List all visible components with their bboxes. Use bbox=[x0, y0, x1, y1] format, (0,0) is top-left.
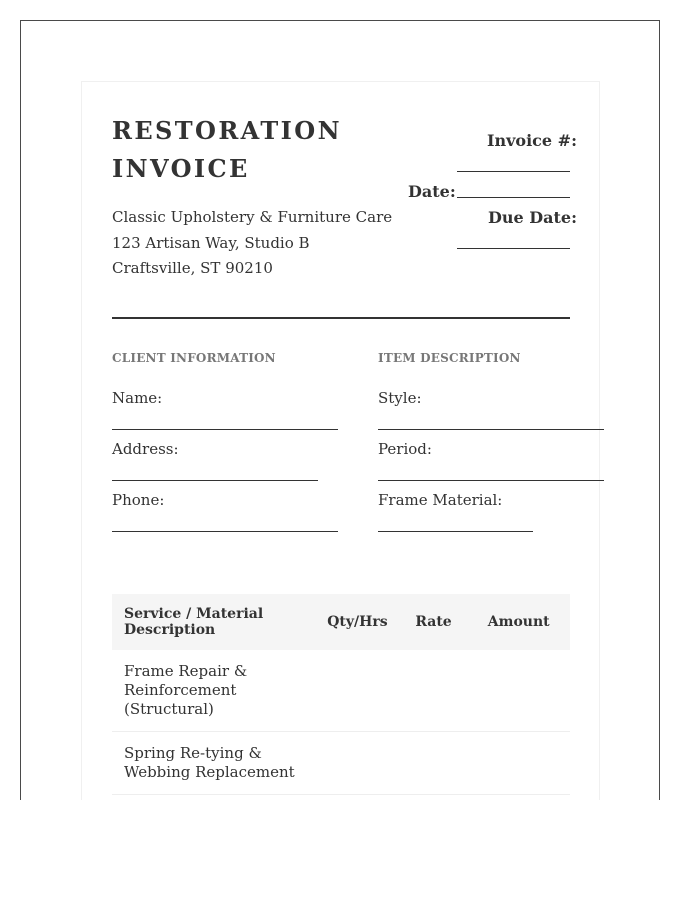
date-field[interactable] bbox=[457, 197, 570, 198]
row-description: Spring Re-tying & Webbing Replacement bbox=[112, 732, 315, 795]
header-rate: Rate bbox=[415, 614, 452, 630]
invoice-title: RESTORATION INVOICE bbox=[112, 116, 342, 183]
client-phone-label: Phone: bbox=[112, 491, 165, 509]
company-block bbox=[112, 205, 392, 282]
table-header-row bbox=[112, 594, 570, 650]
header-description: Service / Material Description bbox=[124, 606, 264, 638]
row-qty-cell[interactable] bbox=[315, 650, 399, 732]
item-style-label: Style: bbox=[378, 389, 422, 407]
due-date-field[interactable] bbox=[457, 248, 570, 249]
row-amount-cell[interactable] bbox=[467, 732, 570, 795]
item-frame-material-field[interactable] bbox=[378, 531, 533, 532]
header-qty: Qty/Hrs bbox=[327, 614, 388, 630]
client-section-heading: CLIENT INFORMATION bbox=[112, 351, 276, 365]
client-phone-field[interactable] bbox=[112, 531, 338, 532]
company-name: Classic Upholstery & Furniture Care bbox=[112, 208, 393, 226]
date-label: Date: bbox=[408, 182, 456, 201]
row-amount-cell[interactable] bbox=[467, 650, 570, 732]
row-rate-cell[interactable] bbox=[400, 732, 468, 795]
item-style-field[interactable] bbox=[378, 429, 604, 430]
table-row bbox=[112, 732, 570, 795]
client-address-label: Address: bbox=[112, 440, 179, 458]
client-name-field[interactable] bbox=[112, 429, 338, 430]
item-period-label: Period: bbox=[378, 440, 432, 458]
client-address-field[interactable] bbox=[112, 480, 318, 481]
invoice-number-label: Invoice #: bbox=[487, 131, 577, 150]
row-rate-cell[interactable] bbox=[400, 650, 468, 732]
due-date-label: Due Date: bbox=[488, 208, 577, 227]
item-section-heading: ITEM DESCRIPTION bbox=[378, 351, 521, 365]
company-address-line2: Craftsville, ST 90210 bbox=[112, 259, 273, 277]
company-address-line1: 123 Artisan Way, Studio B bbox=[112, 233, 310, 252]
item-period-field[interactable] bbox=[378, 480, 604, 481]
table-row bbox=[112, 650, 570, 732]
client-name-label: Name: bbox=[112, 389, 163, 407]
invoice-number-field[interactable] bbox=[457, 171, 570, 172]
row-description: Frame Repair & Reinforcement (Structural) bbox=[112, 650, 315, 732]
row-qty-cell[interactable] bbox=[315, 732, 399, 795]
header-divider bbox=[112, 317, 570, 319]
item-frame-material-label: Frame Material: bbox=[378, 491, 503, 509]
services-table bbox=[112, 594, 570, 795]
header-amount: Amount bbox=[487, 614, 550, 630]
